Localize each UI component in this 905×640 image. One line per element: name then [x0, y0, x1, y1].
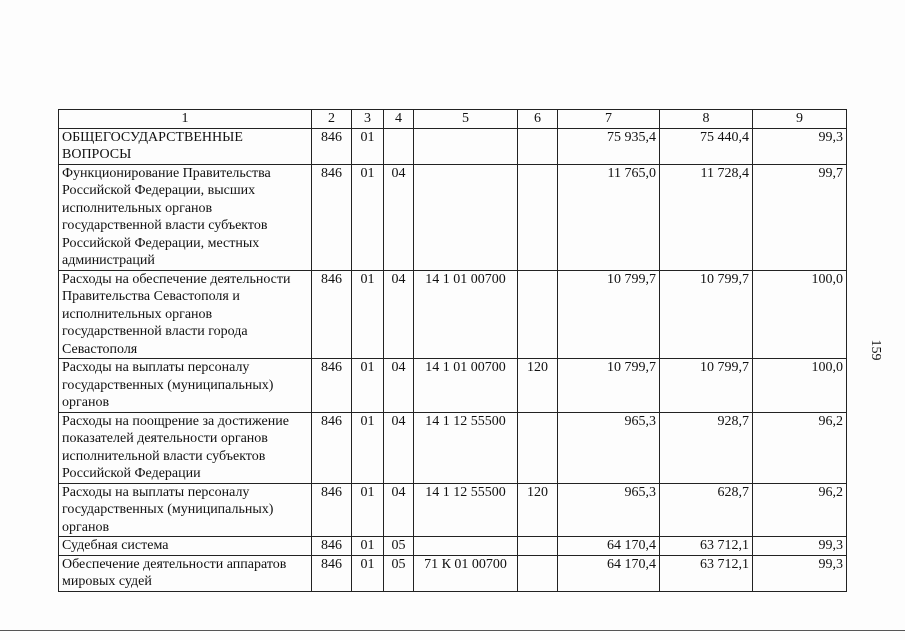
header-cell: 3 [352, 110, 384, 129]
row-section-code: 01 [352, 412, 384, 483]
header-cell: 8 [660, 110, 753, 129]
row-department-code: 846 [312, 128, 352, 164]
row-planned-amount: 64 170,4 [558, 555, 660, 591]
row-section-code: 01 [352, 359, 384, 413]
row-section-code: 01 [352, 537, 384, 556]
row-target-item-code: 14 1 12 55500 [414, 412, 518, 483]
table-row [59, 555, 847, 591]
row-subsection-code: 05 [384, 555, 414, 591]
row-expense-type-code: 120 [518, 483, 558, 537]
row-target-item-code: 14 1 01 00700 [414, 270, 518, 359]
row-actual-amount: 10 799,7 [660, 359, 753, 413]
table-row [59, 483, 847, 537]
row-section-code: 01 [352, 483, 384, 537]
row-name: Расходы на поощрение за достижение показателей деятельности органов исполнительной власти субъектов Российской Федерации [59, 412, 312, 483]
header-cell: 4 [384, 110, 414, 129]
budget-table [58, 109, 847, 592]
row-percent: 100,0 [753, 270, 847, 359]
row-subsection-code: 04 [384, 359, 414, 413]
header-cell: 9 [753, 110, 847, 129]
row-actual-amount: 75 440,4 [660, 128, 753, 164]
row-actual-amount: 11 728,4 [660, 164, 753, 270]
row-target-item-code: 14 1 01 00700 [414, 359, 518, 413]
row-actual-amount: 63 712,1 [660, 555, 753, 591]
row-planned-amount: 965,3 [558, 483, 660, 537]
table-row [59, 359, 847, 413]
row-department-code: 846 [312, 537, 352, 556]
table-row [59, 270, 847, 359]
bottom-rule [0, 630, 905, 631]
row-department-code: 846 [312, 555, 352, 591]
row-name: Расходы на обеспечение деятельности Правительства Севастополя и исполнительных органов государственной власти города Севастополя [59, 270, 312, 359]
row-planned-amount: 11 765,0 [558, 164, 660, 270]
table-header-row [59, 110, 847, 129]
row-planned-amount: 64 170,4 [558, 537, 660, 556]
row-target-item-code: 71 К 01 00700 [414, 555, 518, 591]
row-department-code: 846 [312, 483, 352, 537]
row-percent: 96,2 [753, 483, 847, 537]
header-cell: 6 [518, 110, 558, 129]
table-row [59, 537, 847, 556]
row-target-item-code: 14 1 12 55500 [414, 483, 518, 537]
table-row [59, 412, 847, 483]
header-cell: 2 [312, 110, 352, 129]
row-subsection-code: 05 [384, 537, 414, 556]
row-expense-type-code [518, 537, 558, 556]
row-target-item-code [414, 164, 518, 270]
row-department-code: 846 [312, 412, 352, 483]
page-number: 159 [868, 339, 883, 361]
table-row [59, 128, 847, 164]
row-actual-amount: 928,7 [660, 412, 753, 483]
row-subsection-code: 04 [384, 270, 414, 359]
table-row [59, 164, 847, 270]
row-subsection-code [384, 128, 414, 164]
row-expense-type-code [518, 128, 558, 164]
row-target-item-code [414, 537, 518, 556]
header-cell: 5 [414, 110, 518, 129]
row-name: Судебная система [59, 537, 312, 556]
row-subsection-code: 04 [384, 164, 414, 270]
row-percent: 99,3 [753, 555, 847, 591]
row-percent: 96,2 [753, 412, 847, 483]
row-subsection-code: 04 [384, 483, 414, 537]
row-actual-amount: 628,7 [660, 483, 753, 537]
row-name: Расходы на выплаты персоналу государственных (муниципальных) органов [59, 483, 312, 537]
row-percent: 99,3 [753, 128, 847, 164]
row-subsection-code: 04 [384, 412, 414, 483]
row-expense-type-code [518, 412, 558, 483]
header-cell: 1 [59, 110, 312, 129]
row-target-item-code [414, 128, 518, 164]
row-department-code: 846 [312, 270, 352, 359]
row-expense-type-code [518, 555, 558, 591]
row-planned-amount: 75 935,4 [558, 128, 660, 164]
row-expense-type-code [518, 164, 558, 270]
row-section-code: 01 [352, 128, 384, 164]
row-percent: 99,3 [753, 537, 847, 556]
row-section-code: 01 [352, 164, 384, 270]
row-planned-amount: 965,3 [558, 412, 660, 483]
row-department-code: 846 [312, 359, 352, 413]
row-expense-type-code: 120 [518, 359, 558, 413]
row-name: Обеспечение деятельности аппаратов мировых судей [59, 555, 312, 591]
row-actual-amount: 10 799,7 [660, 270, 753, 359]
row-planned-amount: 10 799,7 [558, 359, 660, 413]
header-cell: 7 [558, 110, 660, 129]
row-actual-amount: 63 712,1 [660, 537, 753, 556]
row-name: Функционирование Правительства Российской Федерации, высших исполнительных органов государственной власти субъектов Российской Федерации, местных администраций [59, 164, 312, 270]
row-department-code: 846 [312, 164, 352, 270]
row-name: Расходы на выплаты персоналу государственных (муниципальных) органов [59, 359, 312, 413]
row-planned-amount: 10 799,7 [558, 270, 660, 359]
row-section-code: 01 [352, 270, 384, 359]
row-expense-type-code [518, 270, 558, 359]
row-percent: 100,0 [753, 359, 847, 413]
row-percent: 99,7 [753, 164, 847, 270]
row-name: ОБЩЕГОСУДАРСТВЕННЫЕ ВОПРОСЫ [59, 128, 312, 164]
row-section-code: 01 [352, 555, 384, 591]
